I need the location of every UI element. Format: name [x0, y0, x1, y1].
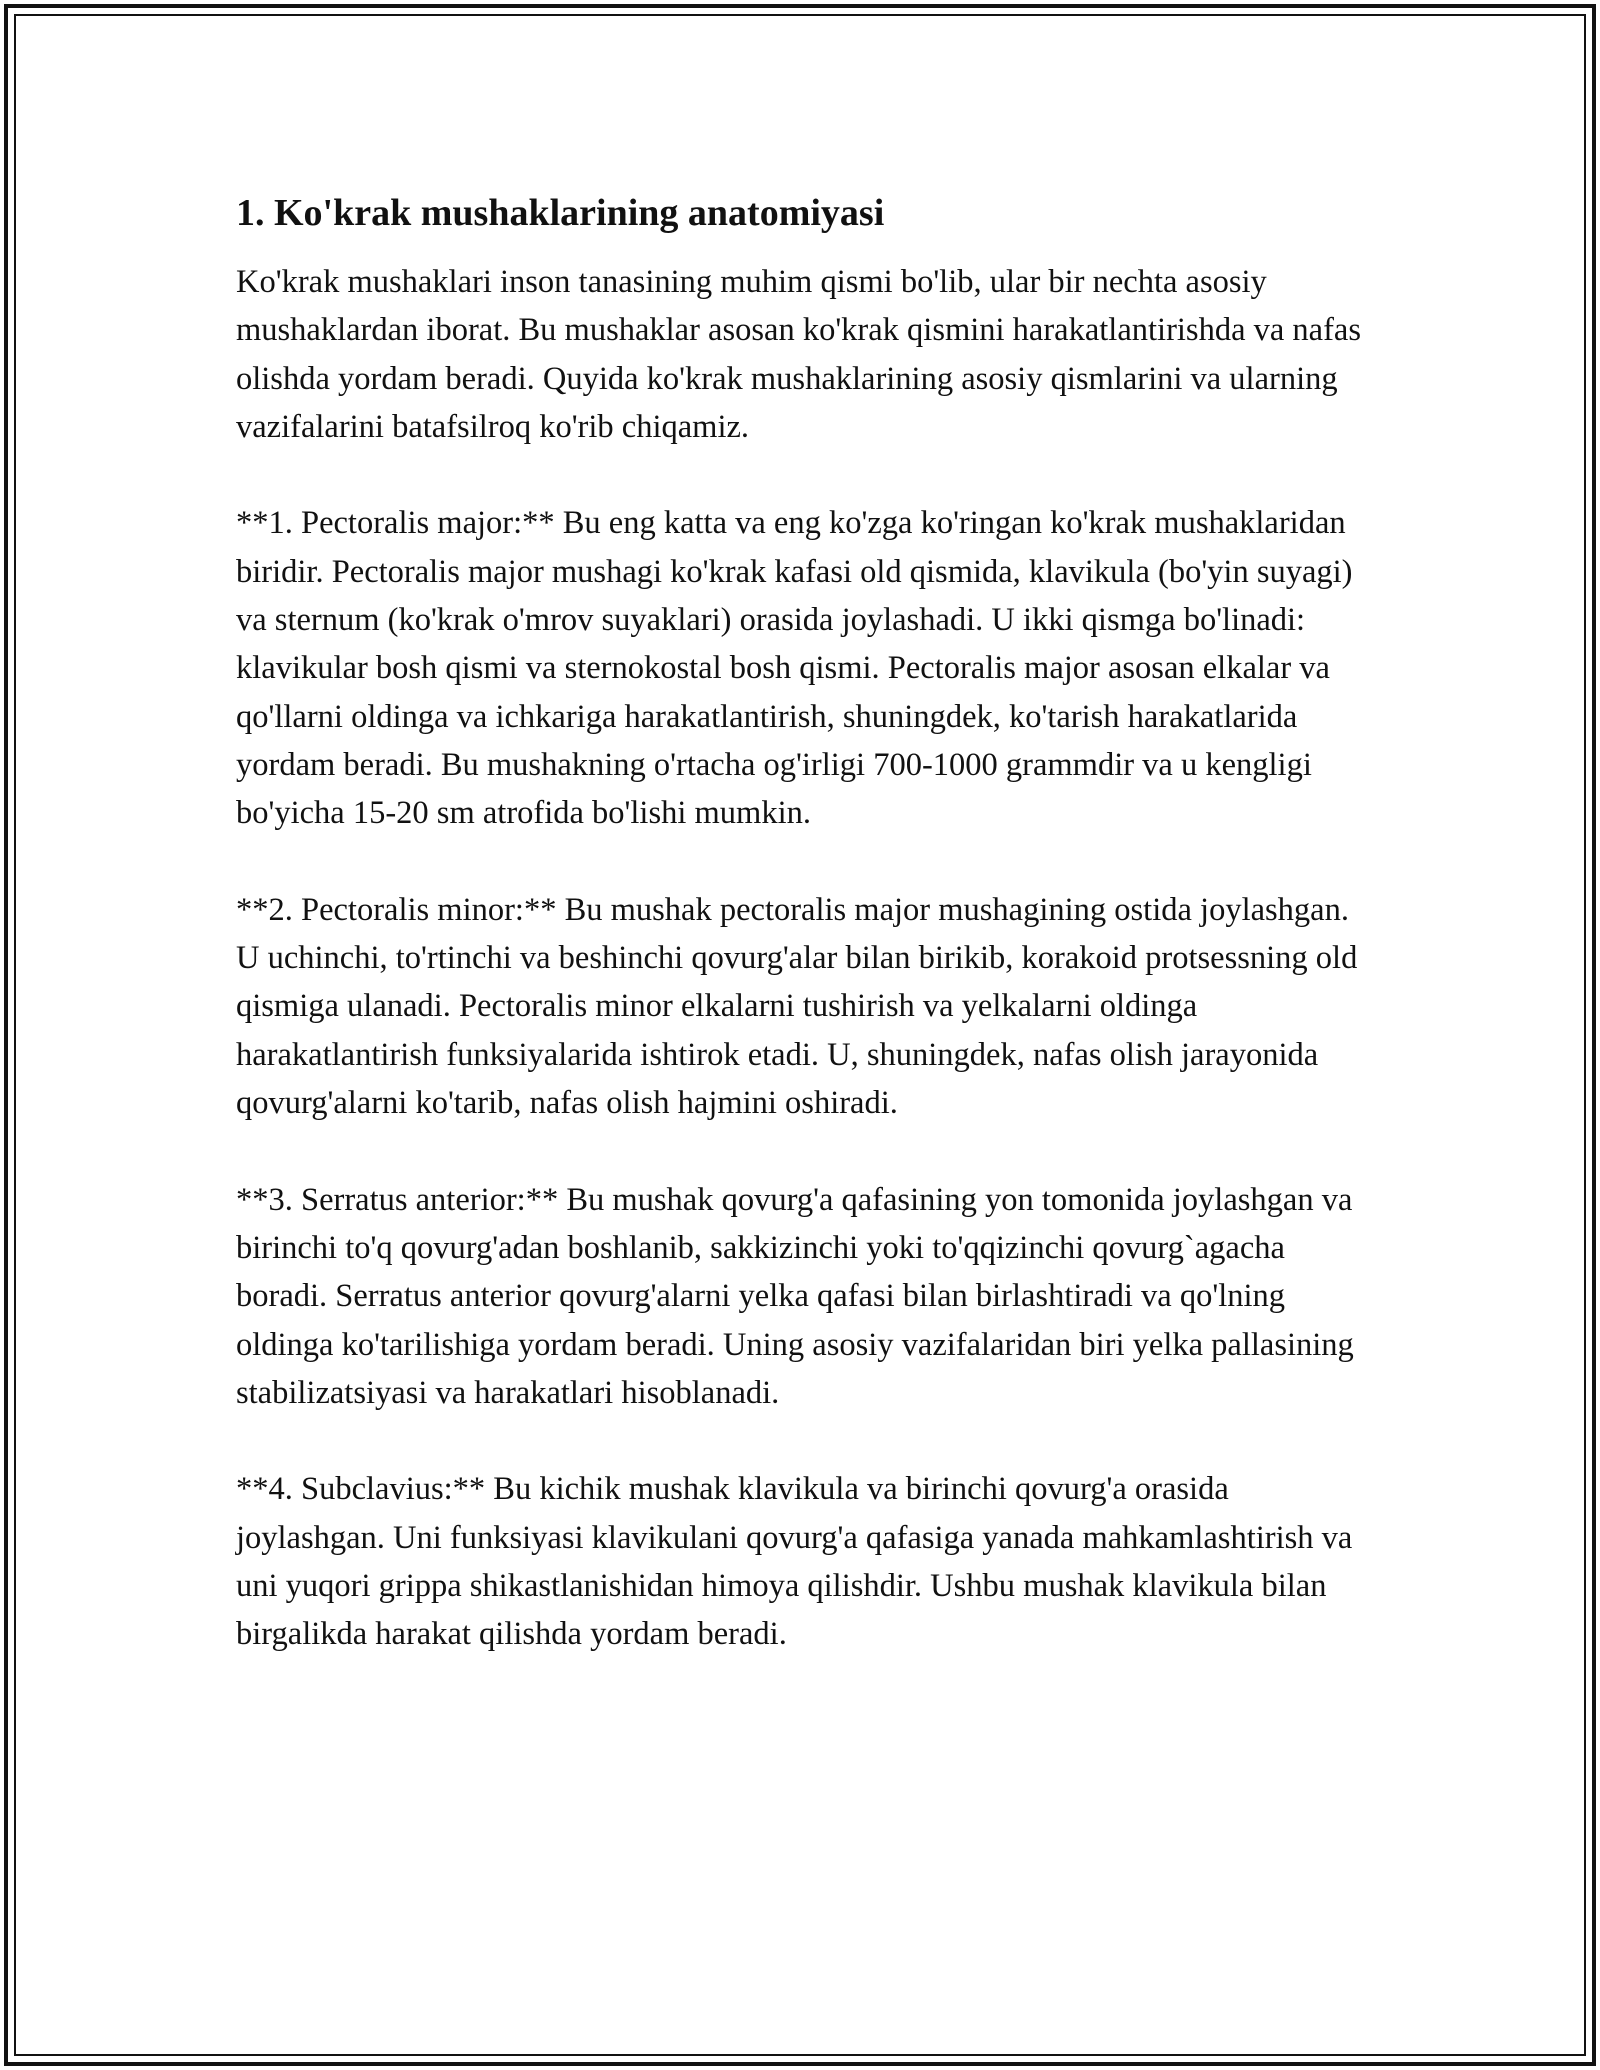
paragraph-subclavius: **4. Subclavius:** Bu kichik mushak klavikula va birinchi qovurg'a orasida joylashgan. Uni funksiyasi klavikulani qovurg'a qafasiga yanada mahkamlashtirish va uni yuqori grippa shikastlanishidan himoya qilishdir. Ushbu mushak klavikula bilan birgalikda harakat qilishda yordam beradi.	[236, 1471, 1353, 1653]
intro-paragraph: Ko'krak mushaklari inson tanasining muhim qismi bo'lib, ular bir nechta asosiy mushaklardan iborat. Bu mushaklar asosan ko'krak qismini harakatlantirishda va nafas olishda yordam beradi. Quyida ko'krak mushaklarining asosiy qismlarini va ularning vazifalarini batafsilroq ko'rib chiqamiz.	[236, 264, 1361, 445]
document-body	[236, 186, 1366, 1659]
paragraph-pectoralis-major: **1. Pectoralis major:** Bu eng katta va eng ko'zga ko'ringan ko'krak mushaklaridan biridir. Pectoralis major mushagi ko'krak kafasi old qismida, klavikula (bo'yin suyagi) va sternum (ko'krak o'mrov suyaklari) orasida joylashadi. U ikki qismga bo'linadi: klavikular bosh qismi va sternokostal bosh qismi. Pectoralis major asosan elkalar va qo'llarni oldinga va ichkariga harakatlantirish, shuningdek, ko'tarish harakatlarida yordam beradi. Bu mushakning o'rtacha og'irligi 700-1000 grammdir va u kengligi bo'yicha 15-20 sm atrofida bo'lishi mumkin.	[236, 505, 1353, 832]
paragraph-serratus-anterior: **3. Serratus anterior:** Bu mushak qovurg'a qafasining yon tomonida joylashgan va birinchi to'q qovurg'adan boshlanib, sakkizinchi yoki to'qqizinchi qovurg`agacha boradi. Serratus anterior qovurg'alarni yelka qafasi bilan birlashtiradi va qo'lning oldinga ko'tarilishiga yordam beradi. Uning asosiy vazifalaridan biri yelka pallasining stabilizatsiyasi va harakatlari hisoblanadi.	[236, 1181, 1354, 1411]
section-heading: 1. Ko'krak mushaklarining anatomiyasi	[236, 192, 885, 234]
paragraph-pectoralis-minor: **2. Pectoralis minor:** Bu mushak pectoralis major mushagining ostida joylashgan. U uchinchi, to'rtinchi va beshinchi qovurg'alar bilan birikib, korakoid protsessning old qismiga ulanadi. Pectoralis minor elkalarni tushirish va yelkalarni oldinga harakatlantirish funksiyalarida ishtirok etadi. U, shuningdek, nafas olish jarayonida qovurg'alarni ko'tarib, nafas olish hajmini oshiradi.	[236, 891, 1358, 1122]
